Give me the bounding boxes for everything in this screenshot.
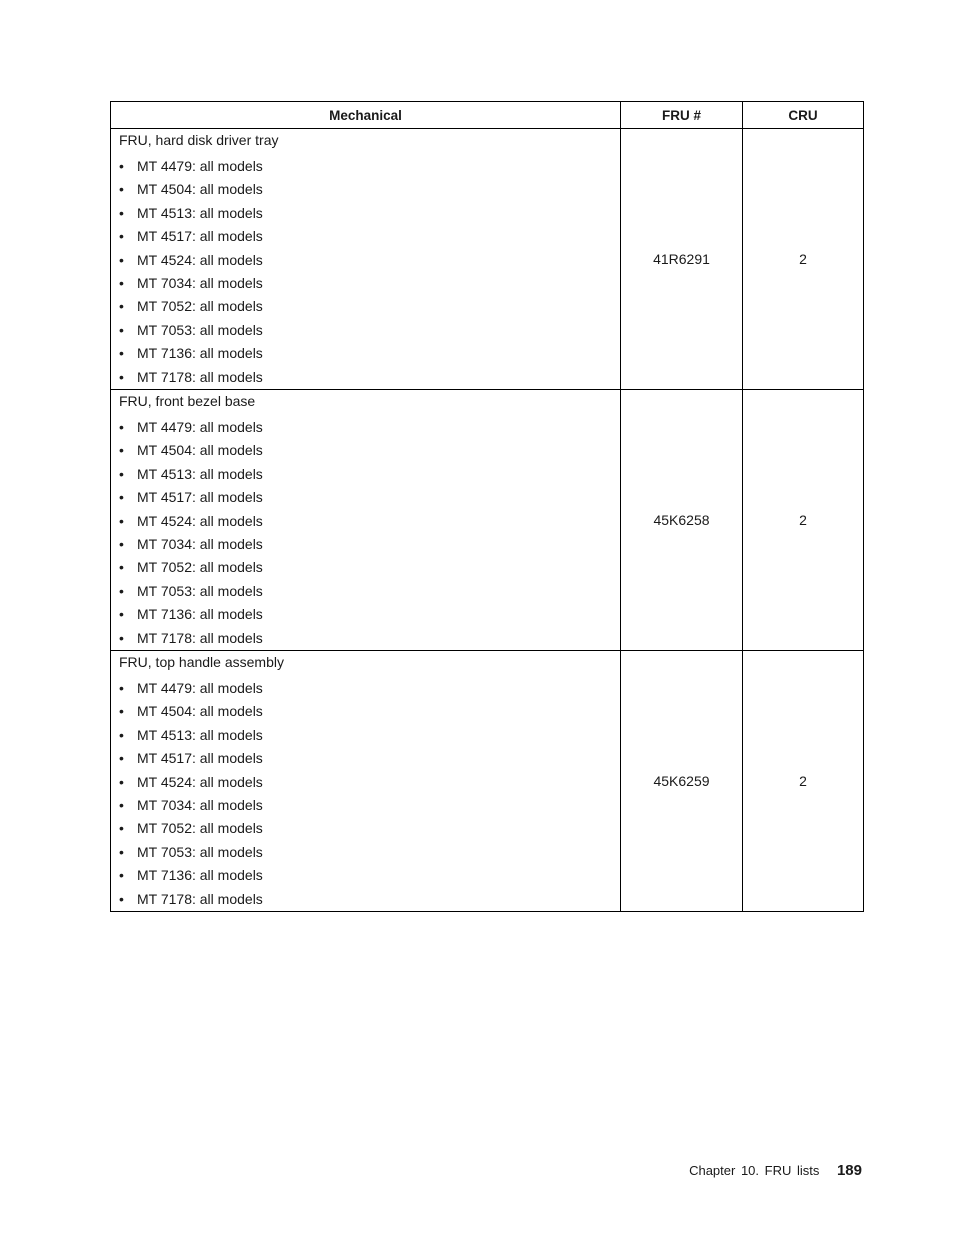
bullet-icon: •: [119, 703, 124, 720]
model-text: MT 7052: all models: [137, 559, 263, 576]
cru-value-cell: 2: [743, 129, 864, 390]
bullet-icon: •: [119, 559, 124, 576]
fru-group-title: FRU, top handle assembly: [119, 654, 284, 670]
model-text: MT 7034: all models: [137, 535, 263, 552]
model-text: MT 7053: all models: [137, 321, 263, 338]
fru-number-cell: 45K6259: [621, 651, 743, 912]
model-text: MT 4513: all models: [137, 465, 263, 482]
fru-number-cell: 45K6258: [621, 390, 743, 651]
header-fru: FRU #: [621, 102, 743, 129]
fru-number-cell: 41R6291: [621, 129, 743, 390]
list-item: [119, 794, 620, 817]
mechanical-cell: [111, 390, 621, 651]
list-item: [119, 486, 620, 509]
model-text: MT 4524: all models: [137, 512, 263, 529]
list-item: [119, 700, 620, 723]
bullet-icon: •: [119, 321, 124, 338]
bullet-icon: •: [119, 181, 124, 198]
bullet-icon: •: [119, 204, 124, 221]
header-cru: CRU: [743, 102, 864, 129]
table-row: [111, 129, 864, 390]
model-list: [111, 416, 620, 650]
list-item: [119, 533, 620, 556]
table-row: [111, 651, 864, 912]
model-list: [111, 155, 620, 389]
list-item: [119, 603, 620, 626]
model-text: MT 7034: all models: [137, 274, 263, 291]
bullet-icon: •: [119, 274, 124, 291]
list-item: [119, 510, 620, 533]
bullet-icon: •: [119, 512, 124, 529]
model-text: MT 7053: all models: [137, 843, 263, 860]
model-text: MT 4524: all models: [137, 251, 263, 268]
model-text: MT 7136: all models: [137, 867, 263, 884]
bullet-icon: •: [119, 489, 124, 506]
bullet-icon: •: [119, 535, 124, 552]
list-item: [119, 416, 620, 439]
list-item: [119, 295, 620, 318]
bullet-icon: •: [119, 345, 124, 362]
list-item: [119, 439, 620, 462]
fru-group-title: FRU, front bezel base: [119, 393, 256, 409]
list-item: [119, 771, 620, 794]
model-text: MT 4479: all models: [137, 419, 263, 435]
bullet-icon: •: [119, 629, 124, 646]
model-text: MT 7052: all models: [137, 298, 263, 315]
bullet-icon: •: [119, 158, 124, 174]
fru-table: [110, 101, 864, 912]
list-item: [119, 202, 620, 225]
bullet-icon: •: [119, 368, 124, 385]
model-text: MT 4517: all models: [137, 489, 263, 506]
bullet-icon: •: [119, 442, 124, 459]
model-text: MT 7178: all models: [137, 629, 263, 646]
model-text: MT 7052: all models: [137, 820, 263, 837]
model-list: [111, 677, 620, 911]
header-mechanical: Mechanical: [111, 102, 621, 129]
list-item: [119, 580, 620, 603]
fru-group-title: FRU, hard disk driver tray: [119, 132, 279, 148]
list-item: [119, 319, 620, 342]
model-text: MT 4524: all models: [137, 773, 263, 790]
bullet-icon: •: [119, 867, 124, 884]
table-body: [111, 129, 864, 912]
list-item: [119, 864, 620, 887]
model-text: MT 4504: all models: [137, 703, 263, 720]
model-text: MT 7178: all models: [137, 890, 263, 907]
list-item: [119, 225, 620, 248]
list-item: [119, 627, 620, 650]
list-item: [119, 463, 620, 486]
bullet-icon: •: [119, 419, 124, 435]
model-text: MT 4513: all models: [137, 204, 263, 221]
mechanical-cell: [111, 129, 621, 390]
bullet-icon: •: [119, 465, 124, 482]
bullet-icon: •: [119, 796, 124, 813]
list-item: [119, 556, 620, 579]
page-footer: [689, 1162, 862, 1179]
cru-value-cell: 2: [743, 651, 864, 912]
page-number: 189: [836, 1162, 862, 1179]
bullet-icon: •: [119, 228, 124, 245]
model-text: MT 4504: all models: [137, 181, 263, 198]
model-text: MT 4479: all models: [137, 158, 263, 174]
list-item: [119, 342, 620, 365]
bullet-icon: •: [119, 606, 124, 623]
model-text: MT 4517: all models: [137, 750, 263, 767]
bullet-icon: •: [119, 773, 124, 790]
model-text: MT 7136: all models: [137, 606, 263, 623]
bullet-icon: •: [119, 251, 124, 268]
list-item: [119, 724, 620, 747]
model-text: MT 7053: all models: [137, 582, 263, 599]
bullet-icon: •: [119, 582, 124, 599]
list-item: [119, 817, 620, 840]
model-text: MT 7178: all models: [137, 368, 263, 385]
model-text: MT 4517: all models: [137, 228, 263, 245]
bullet-icon: •: [119, 726, 124, 743]
list-item: [119, 155, 620, 178]
list-item: [119, 677, 620, 700]
model-text: MT 4504: all models: [137, 442, 263, 459]
chapter-label: Chapter 10. FRU lists: [689, 1163, 820, 1178]
model-text: MT 7034: all models: [137, 796, 263, 813]
list-item: [119, 249, 620, 272]
list-item: [119, 841, 620, 864]
list-item: [119, 272, 620, 295]
table-header: [111, 102, 864, 129]
bullet-icon: •: [119, 298, 124, 315]
model-text: MT 4479: all models: [137, 680, 263, 696]
table-row: [111, 390, 864, 651]
bullet-icon: •: [119, 680, 124, 696]
model-text: MT 4513: all models: [137, 726, 263, 743]
cru-value-cell: 2: [743, 390, 864, 651]
list-item: [119, 178, 620, 201]
list-item: [119, 888, 620, 911]
list-item: [119, 747, 620, 770]
bullet-icon: •: [119, 750, 124, 767]
mechanical-cell: [111, 651, 621, 912]
model-text: MT 7136: all models: [137, 345, 263, 362]
list-item: [119, 366, 620, 389]
bullet-icon: •: [119, 820, 124, 837]
header-row: [111, 102, 864, 129]
bullet-icon: •: [119, 843, 124, 860]
bullet-icon: •: [119, 890, 124, 907]
